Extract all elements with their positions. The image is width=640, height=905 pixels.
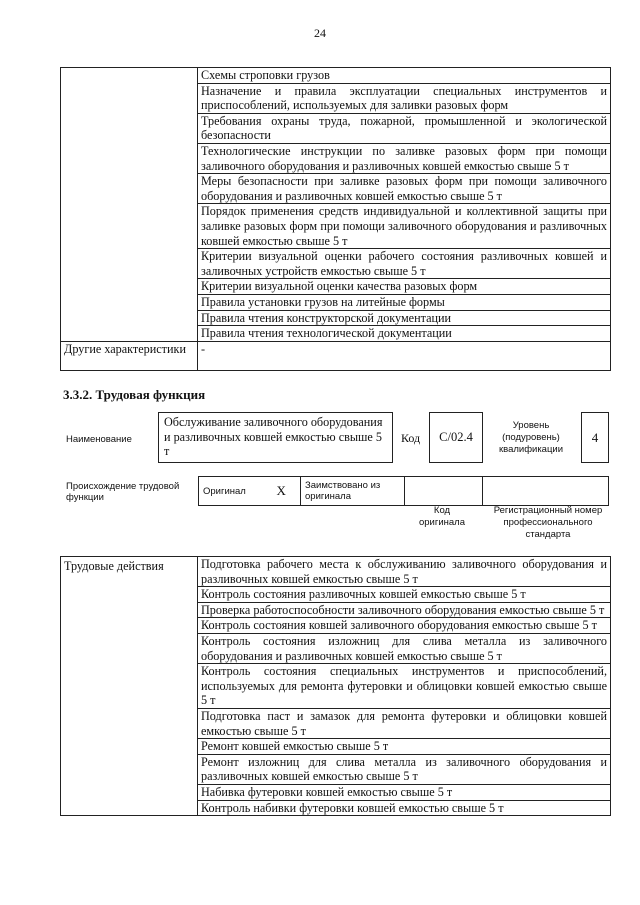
knowledge-item: Правила чтения конструкторской документации	[198, 310, 611, 326]
knowledge-item: Схемы строповки грузов	[198, 68, 611, 84]
knowledge-item: Технологические инструкции по заливке разовых форм при помощи заливочного оборудования и разливочных ковшей емкостью свыше 5 т	[198, 143, 611, 173]
action-row	[61, 557, 611, 587]
action-item: Набивка футеровки ковшей емкостью свыше 5 т	[198, 784, 611, 800]
knowledge-label-cell	[61, 68, 198, 342]
borrowed-label: Заимствовано из оригинала	[301, 477, 405, 506]
other-value: -	[198, 341, 611, 370]
action-item: Подготовка паст и замазок для ремонта футеровки и облицовки ковшей емкостью свыше 5 т	[198, 708, 611, 738]
code-caption: Код оригинала	[418, 505, 465, 528]
knowledge-item: Правила чтения технологической документации	[198, 326, 611, 342]
page-number: 24	[314, 26, 326, 40]
original-mark: X	[263, 477, 301, 506]
code-label: Код	[401, 431, 421, 445]
knowledge-row	[61, 68, 611, 84]
other-label: Другие характеристики	[61, 341, 198, 370]
knowledge-item: Назначение и правила эксплуатации специальных инструментов и приспособлений, используемых для заливки разовых форм	[198, 83, 611, 113]
knowledge-item: Требования охраны труда, пожарной, промышленной и экологической безопасности	[198, 113, 611, 143]
origin-reg-cell	[483, 477, 609, 506]
level-box: 4	[581, 412, 609, 463]
knowledge-item: Критерии визуальной оценки рабочего состояния разливочных ковшей и заливочных устройств емкостью свыше 5 т	[198, 249, 611, 279]
actions-label: Трудовые действия	[61, 557, 198, 816]
knowledge-item: Правила установки грузов на литейные формы	[198, 294, 611, 310]
knowledge-table	[60, 67, 611, 371]
action-item: Контроль состояния специальных инструментов и приспособлений, используемых для ремонта футеровки и облицовки ковшей емкостью свыше 5 т	[198, 664, 611, 709]
action-item: Контроль состояния изложниц для слива металла из заливочного оборудования и разливочных ковшей емкостью свыше 5 т	[198, 633, 611, 663]
action-item: Контроль состояния ковшей заливочного оборудования емкостью свыше 5 т	[198, 618, 611, 634]
actions-table	[60, 556, 611, 816]
action-item: Контроль набивки футеровки ковшей емкостью свыше 5 т	[198, 800, 611, 816]
function-code-box: C/02.4	[429, 412, 483, 463]
action-item: Подготовка рабочего места к обслуживанию заливочного оборудования и разливочных ковшей емкостью свыше 5 т	[198, 557, 611, 587]
action-item: Ремонт изложниц для слива металла из заливочного оборудования и разливочных ковшей емкостью свыше 5 т	[198, 754, 611, 784]
other-row	[61, 341, 611, 370]
section-heading: 3.3.2. Трудовая функция	[63, 387, 206, 402]
original-label: Оригинал	[199, 477, 263, 506]
action-item: Проверка работоспособности заливочного оборудования емкостью свыше 5 т	[198, 602, 611, 618]
level-label: Уровень (подуровень) квалификации	[498, 420, 564, 455]
knowledge-item: Меры безопасности при заливке разовых форм при помощи заливочного оборудования и разливочных ковшей емкостью свыше 5 т	[198, 174, 611, 204]
action-item: Контроль состояния разливочных ковшей емкостью свыше 5 т	[198, 587, 611, 603]
action-item: Ремонт ковшей емкостью свыше 5 т	[198, 739, 611, 755]
function-name-box: Обслуживание заливочного оборудования и разливочных ковшей емкостью свыше 5 т	[158, 412, 393, 463]
knowledge-item: Порядок применения средств индивидуальной и коллективной защиты при заливке разовых форм при помощи заливочного оборудования и разливочных ковшей емкостью свыше 5 т	[198, 204, 611, 249]
name-label: Наименование	[66, 434, 132, 445]
reg-caption: Регистрационный номер профессионального стандарта	[493, 505, 603, 540]
origin-code-cell	[405, 477, 483, 506]
origin-table	[198, 476, 609, 506]
origin-label: Происхождение трудовой функции	[66, 481, 180, 503]
knowledge-item: Критерии визуальной оценки качества разовых форм	[198, 279, 611, 295]
